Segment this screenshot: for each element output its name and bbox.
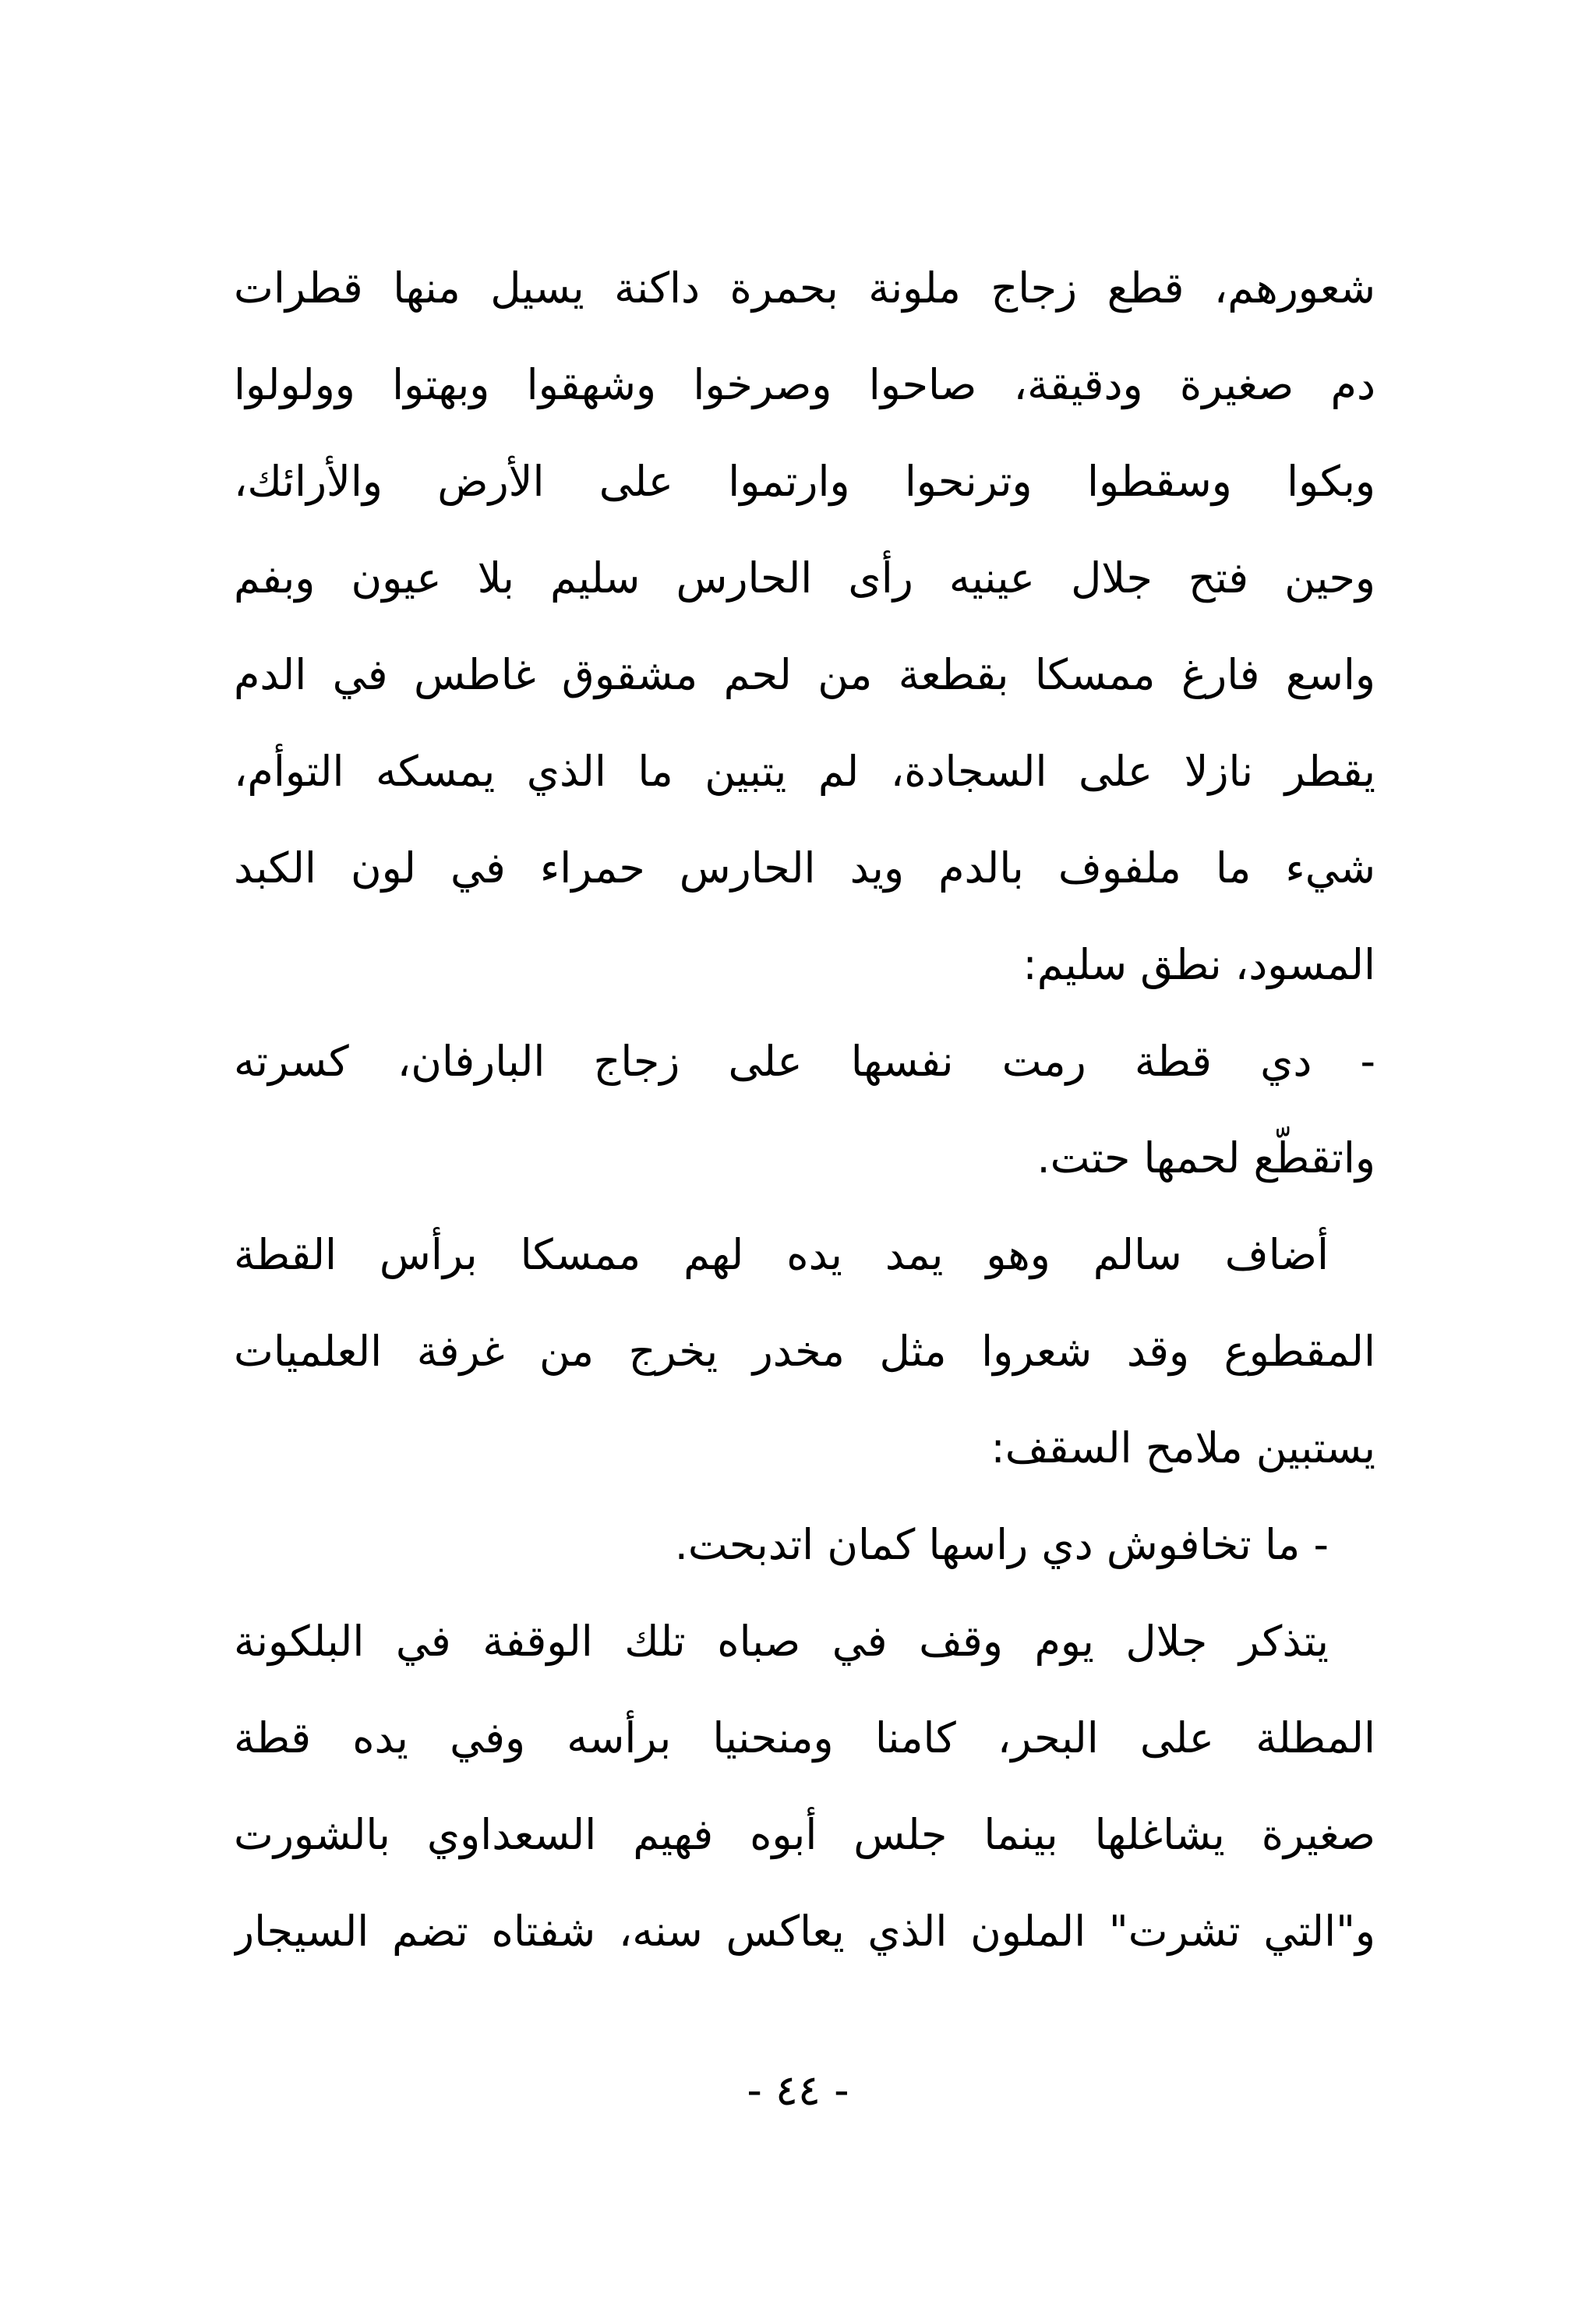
text-line: صغيرة يشاغلها بينما جلس أبوه فهيم السعداوي بالشورت [234, 1810, 1375, 1859]
text-line: وبكوا وسقطوا وترنحوا وارتموا على الأرض والأرائك، [234, 457, 1375, 506]
text-line: شعورهم، قطع زجاج ملونة بحمرة داكنة يسيل منها قطرات [234, 263, 1375, 313]
text-line: و"التي تشرت" الملون الذي يعاكس سنه، شفتاه تضم السيجار [234, 1907, 1375, 1956]
text-line: شيء ما ملفوف بالدم ويد الحارس حمراء في لون الكبد [234, 843, 1375, 893]
text-line: المسود، نطق سليم: [1022, 940, 1375, 989]
page-number: - ٤٤ - [747, 2066, 849, 2115]
text-line: دم صغيرة ودقيقة، صاحوا وصرخوا وشهقوا وبهتوا وولولوا [234, 360, 1375, 409]
text-line: يستبين ملامح السقف: [990, 1423, 1375, 1472]
text-line: واسع فارغ ممسكا بقطعة من لحم مشقوق غاطس في الدم [234, 650, 1375, 699]
text-line: المطلة على البحر، كامنا ومنحنيا برأسه وفي يده قطة [234, 1713, 1375, 1762]
text-line: يقطر نازلا على السجادة، لم يتبين ما الذي يمسكه التوأم، [234, 747, 1375, 796]
text-line: المقطوع وقد شعروا مثل مخدر يخرج من غرفة العلميات [234, 1327, 1375, 1376]
text-line: وحين فتح جلال عينيه رأى الحارس سليم بلا عيون وبفم [234, 553, 1375, 603]
paragraph-start-line: يتذكر جلال يوم وقف في صباه تلك الوقفة في البلكونة [234, 1617, 1329, 1666]
text-line: واتقطّع لحمها حتت. [1036, 1133, 1375, 1183]
dialogue-line: - دي قطة رمت نفسها على زجاج البارفان، كسرته [234, 1037, 1375, 1086]
paragraph-start-line: أضاف سالم وهو يمد يده لهم ممسكا برأس القطة [234, 1230, 1329, 1279]
body-text [234, 240, 1375, 1980]
dialogue-line: - ما تخافوش دي راسها كمان اتدبحت. [674, 1520, 1329, 1569]
